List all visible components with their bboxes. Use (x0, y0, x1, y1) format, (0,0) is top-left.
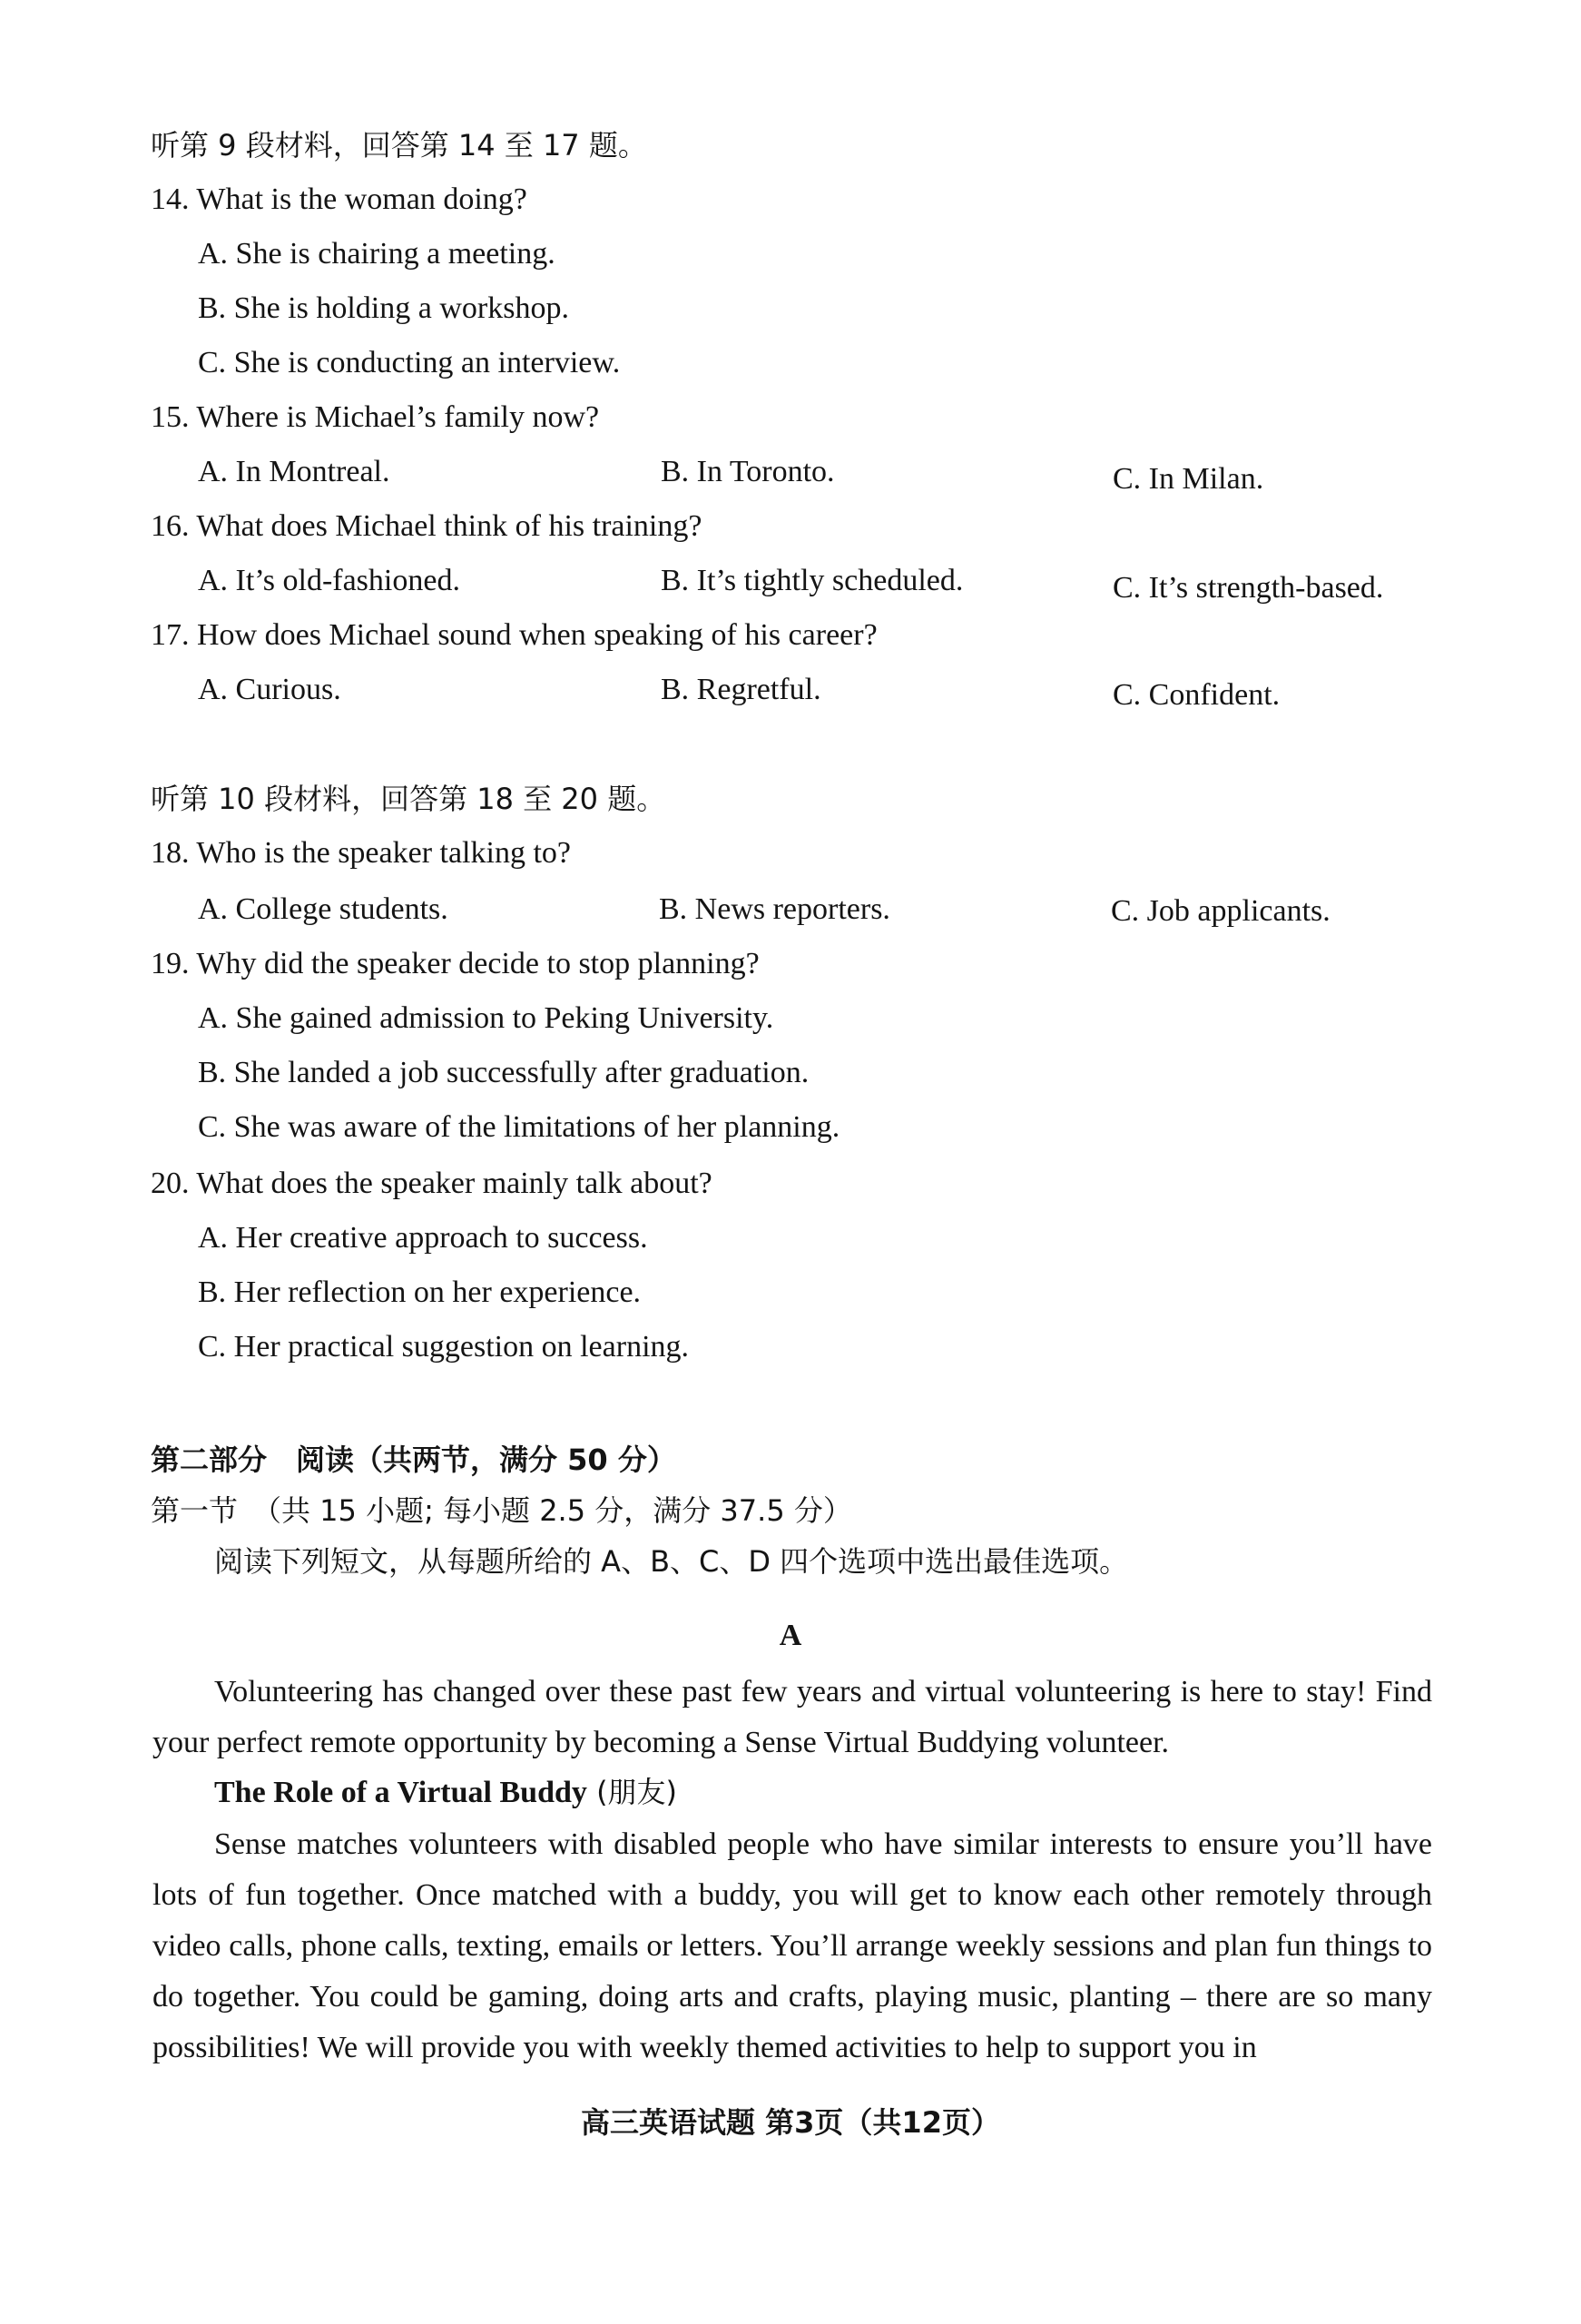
q14-stem: 14. What is the woman doing? (151, 182, 527, 216)
q15-option-a: A. In Montreal. (198, 455, 390, 488)
passage-letter: A (779, 1619, 802, 1652)
section9-header: 听第 9 段材料，回答第 14 至 17 题。 (151, 128, 647, 162)
q16-stem: 16. What does Michael think of his training? (151, 509, 702, 543)
q19-option-b: B. She landed a job successfully after graduation. (198, 1056, 810, 1089)
q16-option-b: B. It’s tightly scheduled. (661, 564, 964, 597)
q17-option-b: B. Regretful. (661, 673, 821, 706)
page-footer: 高三英语试题 第3页（共12页） (581, 2105, 1000, 2140)
q16-option-c: C. It’s strength-based. (1113, 571, 1384, 605)
part2-title: 第二部分 阅读（共两节，满分 50 分） (151, 1443, 676, 1477)
q17-option-c: C. Confident. (1113, 678, 1281, 712)
passage-subhead (214, 1772, 677, 1813)
q20-option-b: B. Her reflection on her experience. (198, 1275, 642, 1309)
q16-option-a: A. It’s old-fashioned. (198, 564, 460, 597)
section10-header: 听第 10 段材料，回答第 18 至 20 题。 (151, 782, 666, 816)
q18-option-a: A. College students. (198, 892, 448, 926)
q19-option-c: C. She was aware of the limitations of her planning. (198, 1110, 840, 1144)
q20-stem: 20. What does the speaker mainly talk about? (151, 1167, 712, 1200)
q17-option-a: A. Curious. (198, 673, 341, 706)
passage-subhead-text: The Role of a Virtual Buddy (214, 1776, 587, 1809)
q17-stem: 17. How does Michael sound when speaking of his career? (151, 618, 878, 652)
q14-option-c: C. She is conducting an interview. (198, 346, 621, 379)
q14-option-a: A. She is chairing a meeting. (198, 237, 555, 271)
passage-subhead-note: (朋友) (586, 1775, 678, 1809)
q20-option-a: A. Her creative approach to success. (198, 1221, 648, 1255)
q18-option-b: B. News reporters. (659, 892, 890, 926)
passage-paragraph-1: Volunteering has changed over these past few years and virtual volunteering is here to stay! Find your perfect remote opportunity by becoming a Sense Virtual Buddying volunteer. (152, 1675, 1432, 1759)
part2-section1: 第一节 （共 15 小题; 每小题 2.5 分，满分 37.5 分） (151, 1493, 852, 1528)
part2-instruction: 阅读下列短文，从每题所给的 A、B、C、D 四个选项中选出最佳选项。 (214, 1544, 1129, 1579)
q15-option-c: C. In Milan. (1113, 462, 1264, 496)
q19-stem: 19. Why did the speaker decide to stop planning? (151, 947, 760, 980)
q15-stem: 15. Where is Michael’s family now? (151, 400, 600, 434)
q18-option-c: C. Job applicants. (1111, 894, 1331, 928)
q19-option-a: A. She gained admission to Peking University. (198, 1001, 774, 1035)
passage-paragraph-2: Sense matches volunteers with disabled people who have similar interests to ensure you’ll have lots of fun together. Once matched with a buddy, you will get to know each other remotely through video calls, phone calls, texting, emails or letters. You’ll arrange weekly sessions and plan fun things to do together. You could be gaming, doing arts and crafts, playing music, planting – there are so many possibilities! We will provide you with weekly themed activities to help to support you in (152, 1827, 1432, 2064)
q20-option-c: C. Her practical suggestion on learning. (198, 1330, 690, 1364)
q14-option-b: B. She is holding a workshop. (198, 291, 569, 325)
q15-option-b: B. In Toronto. (661, 455, 835, 488)
q18-stem: 18. Who is the speaker talking to? (151, 836, 571, 870)
